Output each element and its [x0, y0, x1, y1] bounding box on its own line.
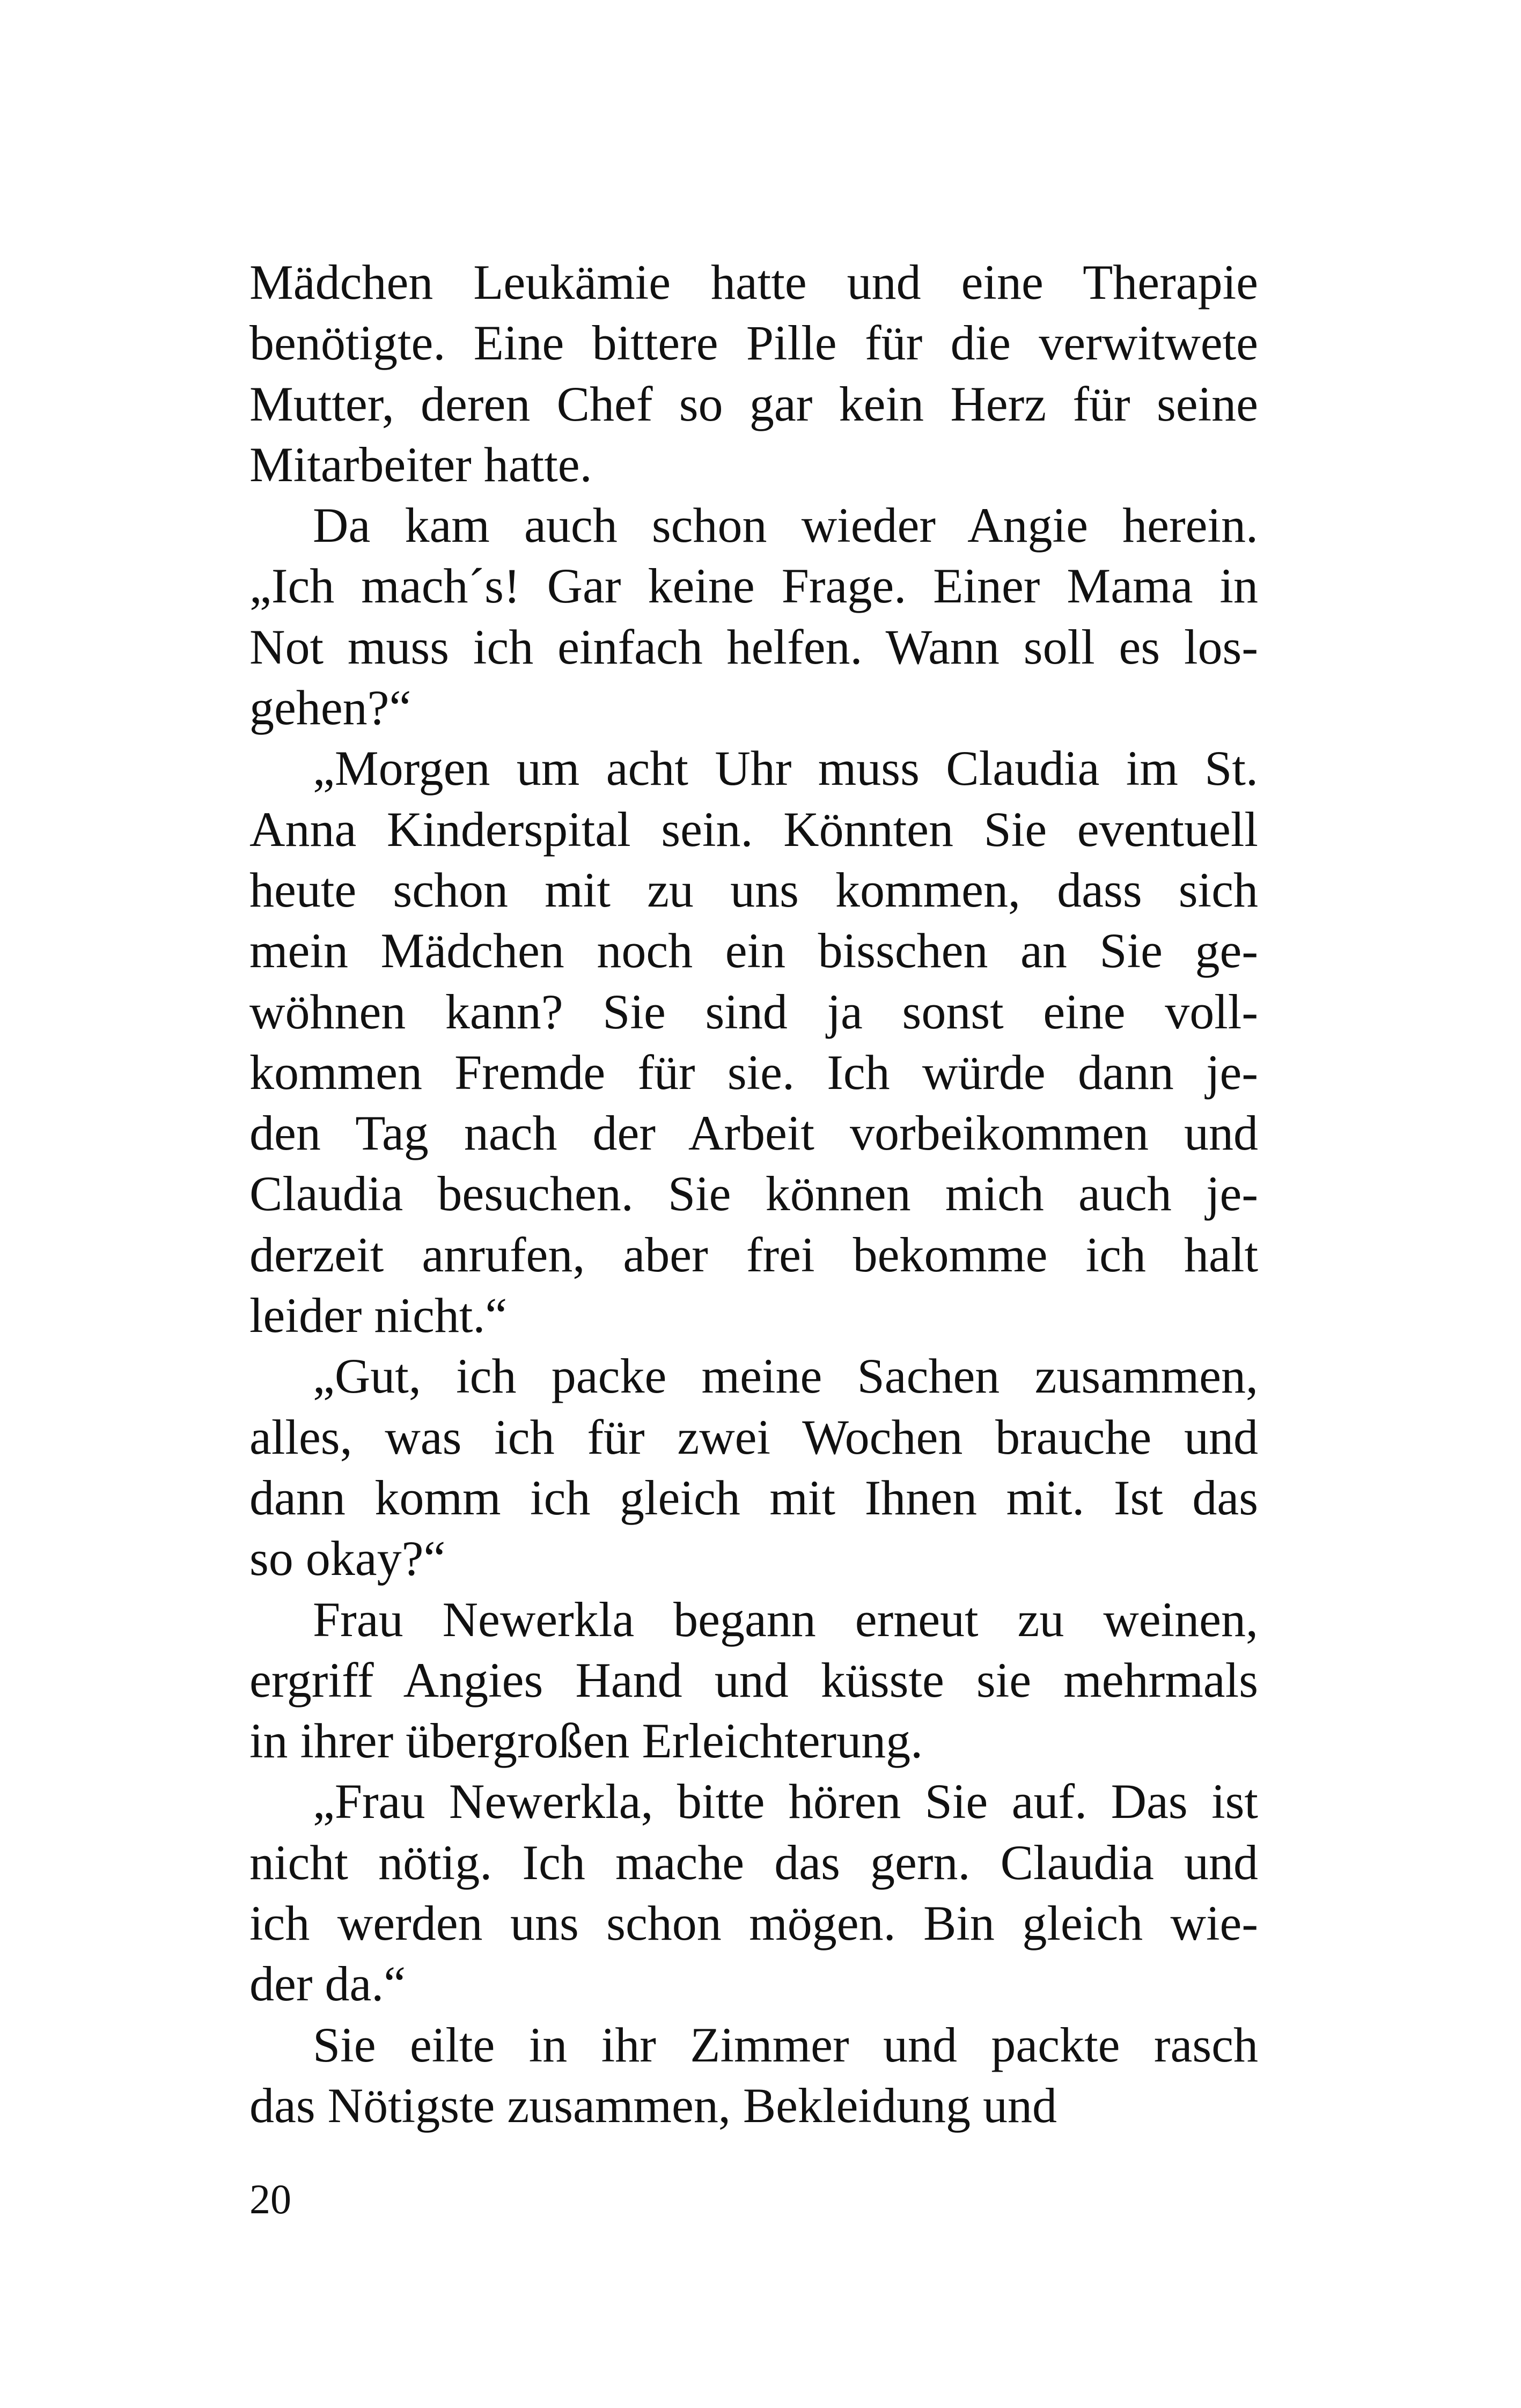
text-line: nicht nötig. Ich mache das gern. Claudia und [249, 1835, 1258, 1890]
text-line: ergriff Angies Hand und küsste sie mehrmals [249, 1652, 1258, 1707]
text-line: „Ich mach´s! Gar keine Frage. Einer Mama in [249, 558, 1258, 614]
body-text [249, 252, 1258, 2136]
text-line: wöhnen kann? Sie sind ja sonst eine voll- [249, 984, 1258, 1039]
text-line: in ihrer übergroßen Erleichterung. [249, 1713, 923, 1769]
text-line: „Morgen um acht Uhr muss Claudia im St. [313, 741, 1258, 796]
text-line: Sie eilte in ihr Zimmer und packte rasch [313, 2017, 1258, 2072]
text-line: mein Mädchen noch ein bisschen an Sie ge- [249, 923, 1258, 978]
text-line: derzeit anrufen, aber frei bekomme ich halt [249, 1227, 1258, 1282]
page-number: 20 [249, 2176, 291, 2222]
text-line: gehen?“ [249, 680, 412, 735]
text-line: kommen Fremde für sie. Ich würde dann je- [249, 1044, 1258, 1100]
text-line: Mitarbeiter hatte. [249, 437, 592, 492]
text-line: leider nicht.“ [249, 1288, 508, 1343]
text-line: Frau Newerkla begann erneut zu weinen, [313, 1592, 1258, 1647]
text-line: den Tag nach der Arbeit vorbeikommen und [249, 1106, 1258, 1161]
text-line: Not muss ich einfach helfen. Wann soll es los- [249, 619, 1258, 674]
text-line: heute schon mit zu uns kommen, dass sich [249, 862, 1258, 917]
text-line: „Frau Newerkla, bitte hören Sie auf. Das ist [313, 1774, 1258, 1829]
text-line: Anna Kinderspital sein. Könnten Sie eventuell [249, 801, 1258, 857]
text-line: Da kam auch schon wieder Angie herein. [313, 498, 1258, 553]
text-line: das Nötigste zusammen, Bekleidung und [249, 2078, 1057, 2133]
text-line: benötigte. Eine bittere Pille für die verwitwete [249, 315, 1258, 371]
text-line: dann komm ich gleich mit Ihnen mit. Ist das [249, 1470, 1258, 1525]
text-line: Mutter, deren Chef so gar kein Herz für seine [249, 376, 1258, 431]
text-line: „Gut, ich packe meine Sachen zusammen, [313, 1349, 1258, 1404]
text-line: ich werden uns schon mögen. Bin gleich wie- [249, 1896, 1258, 1951]
text-line: Mädchen Leukämie hatte und eine Therapie [249, 255, 1258, 310]
text-line: so okay?“ [249, 1531, 446, 1586]
text-line: Claudia besuchen. Sie können mich auch je- [249, 1166, 1258, 1221]
text-line: der da.“ [249, 1956, 406, 2012]
text-line: alles, was ich für zwei Wochen brauche und [249, 1409, 1258, 1464]
